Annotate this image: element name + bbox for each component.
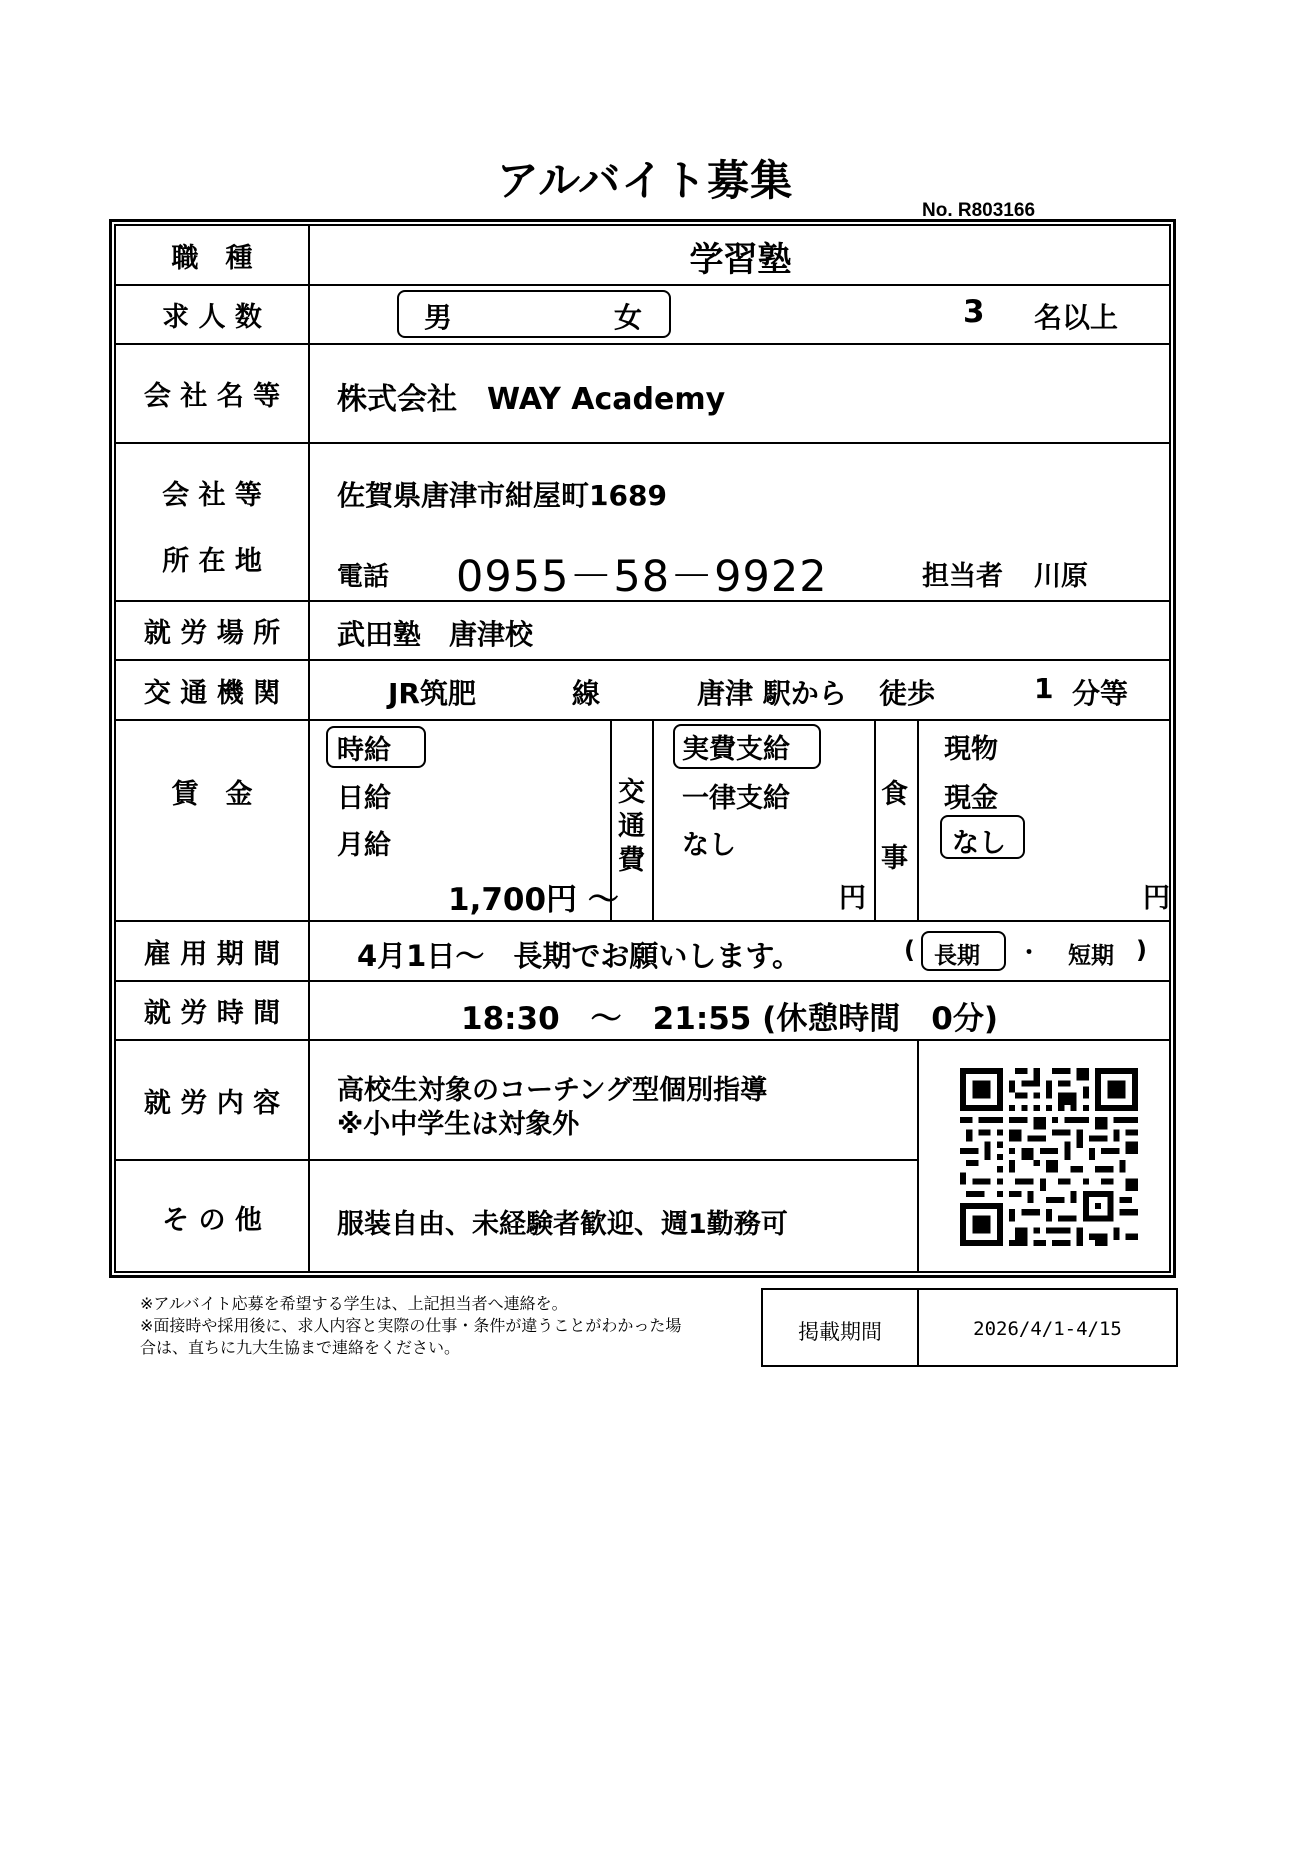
label-job-type: 職 種 xyxy=(171,242,253,274)
period-close-paren: ) xyxy=(1136,936,1147,964)
label-wage: 賃 金 xyxy=(171,778,253,810)
job-type-value: 学習塾 xyxy=(689,240,792,280)
transport-option-none: なし xyxy=(682,830,736,861)
transport-allowance-label-3: 費 xyxy=(618,845,645,876)
qr-code-icon xyxy=(960,1068,1138,1246)
phone-number: 0955－58－9922 xyxy=(456,552,828,602)
note-line: ※アルバイト応募を希望する学生は、上記担当者へ連絡を。 xyxy=(140,1294,568,1313)
transport-allowance-label-1: 交 xyxy=(618,777,645,808)
content-line-2: ※小中学生は対象外 xyxy=(337,1109,580,1140)
company-name: 株式会社 WAY Academy xyxy=(337,382,726,417)
wage-type-monthly: 月給 xyxy=(337,830,391,861)
row-divider xyxy=(114,442,1171,444)
label-location-1: 会 社 等 xyxy=(162,479,262,511)
transport-minutes-suffix: 分等 xyxy=(1072,677,1129,710)
period-dot: ・ xyxy=(1018,941,1041,966)
footer-notes xyxy=(140,1293,681,1359)
qr-column-divider xyxy=(917,1040,919,1273)
gender-female: 女 xyxy=(614,301,643,334)
transport-allowance-label-2: 通 xyxy=(618,811,645,842)
note-line: ※面接時や採用後に、求人内容と実際の仕事・条件が違うことがわかった場 xyxy=(140,1316,682,1335)
note-line: 合は、直ちに九大生協まで連絡をください。 xyxy=(140,1338,461,1357)
period-short: 短期 xyxy=(1068,943,1114,969)
meal-option-kind: 現物 xyxy=(944,734,998,765)
meal-yen: 円 xyxy=(1143,883,1170,914)
wage-amount: 1,700円 ～ xyxy=(448,882,619,918)
transport-line-suffix: 線 xyxy=(572,677,601,710)
wage-divider xyxy=(874,720,876,920)
label-location-2: 所 在 地 xyxy=(162,545,262,577)
label-transport: 交 通 機 関 xyxy=(143,677,281,709)
period-text: 4月1日～ 長期でお願いします。 xyxy=(357,939,802,973)
meal-label-1: 食 xyxy=(881,779,908,810)
transport-walk: 徒歩 xyxy=(879,677,936,710)
label-headcount: 求 人 数 xyxy=(162,302,262,333)
label-period: 雇 用 期 間 xyxy=(143,938,281,970)
headcount-unit: 名以上 xyxy=(1034,301,1119,334)
headcount-number: 3 xyxy=(963,294,985,330)
period-long: 長期 xyxy=(934,943,980,969)
phone-label: 電話 xyxy=(337,562,390,592)
transport-station: 唐津 駅から xyxy=(697,677,847,710)
document-number: No. R803166 xyxy=(922,200,1036,221)
workplace-value: 武田塾 唐津校 xyxy=(337,618,534,651)
working-hours: 18:30 ～ 21:55 (休憩時間 0分) xyxy=(461,1001,999,1037)
contact-label: 担当者 xyxy=(922,561,1003,592)
label-hours: 就 労 時 間 xyxy=(143,998,281,1029)
meal-option-cash: 現金 xyxy=(944,783,998,814)
period-open-paren: ( xyxy=(904,936,915,964)
company-address: 佐賀県唐津市紺屋町1689 xyxy=(337,479,667,512)
transport-option-flat: 一律支給 xyxy=(682,783,790,814)
transport-yen: 円 xyxy=(839,883,866,914)
wage-type-daily: 日給 xyxy=(337,783,391,814)
other-value: 服装自由、未経験者歓迎、週1勤務可 xyxy=(337,1209,788,1240)
label-content: 就 労 内 容 xyxy=(143,1087,281,1119)
wage-divider xyxy=(917,720,919,920)
meal-label-2: 事 xyxy=(881,843,908,874)
transport-minutes: 1 xyxy=(1034,672,1054,705)
label-company: 会 社 名 等 xyxy=(143,381,281,412)
page-title: アルバイト募集 xyxy=(496,156,794,205)
wage-type-hourly: 時給 xyxy=(337,735,391,766)
wage-divider xyxy=(652,720,654,920)
publication-label: 掲載期間 xyxy=(798,1320,882,1344)
label-workplace: 就 労 場 所 xyxy=(143,618,281,649)
content-line-1: 高校生対象のコーチング型個別指導 xyxy=(337,1075,768,1106)
transport-line: JR筑肥 xyxy=(388,677,476,710)
gender-male: 男 xyxy=(424,301,453,334)
meal-option-none: なし xyxy=(952,828,1006,859)
label-column-divider xyxy=(308,224,310,1273)
label-other: そ の 他 xyxy=(162,1204,262,1236)
transport-option-actual: 実費支給 xyxy=(682,734,790,765)
contact-name: 川原 xyxy=(1034,561,1088,592)
publication-value: 2026/4/1-4/15 xyxy=(973,1318,1122,1340)
